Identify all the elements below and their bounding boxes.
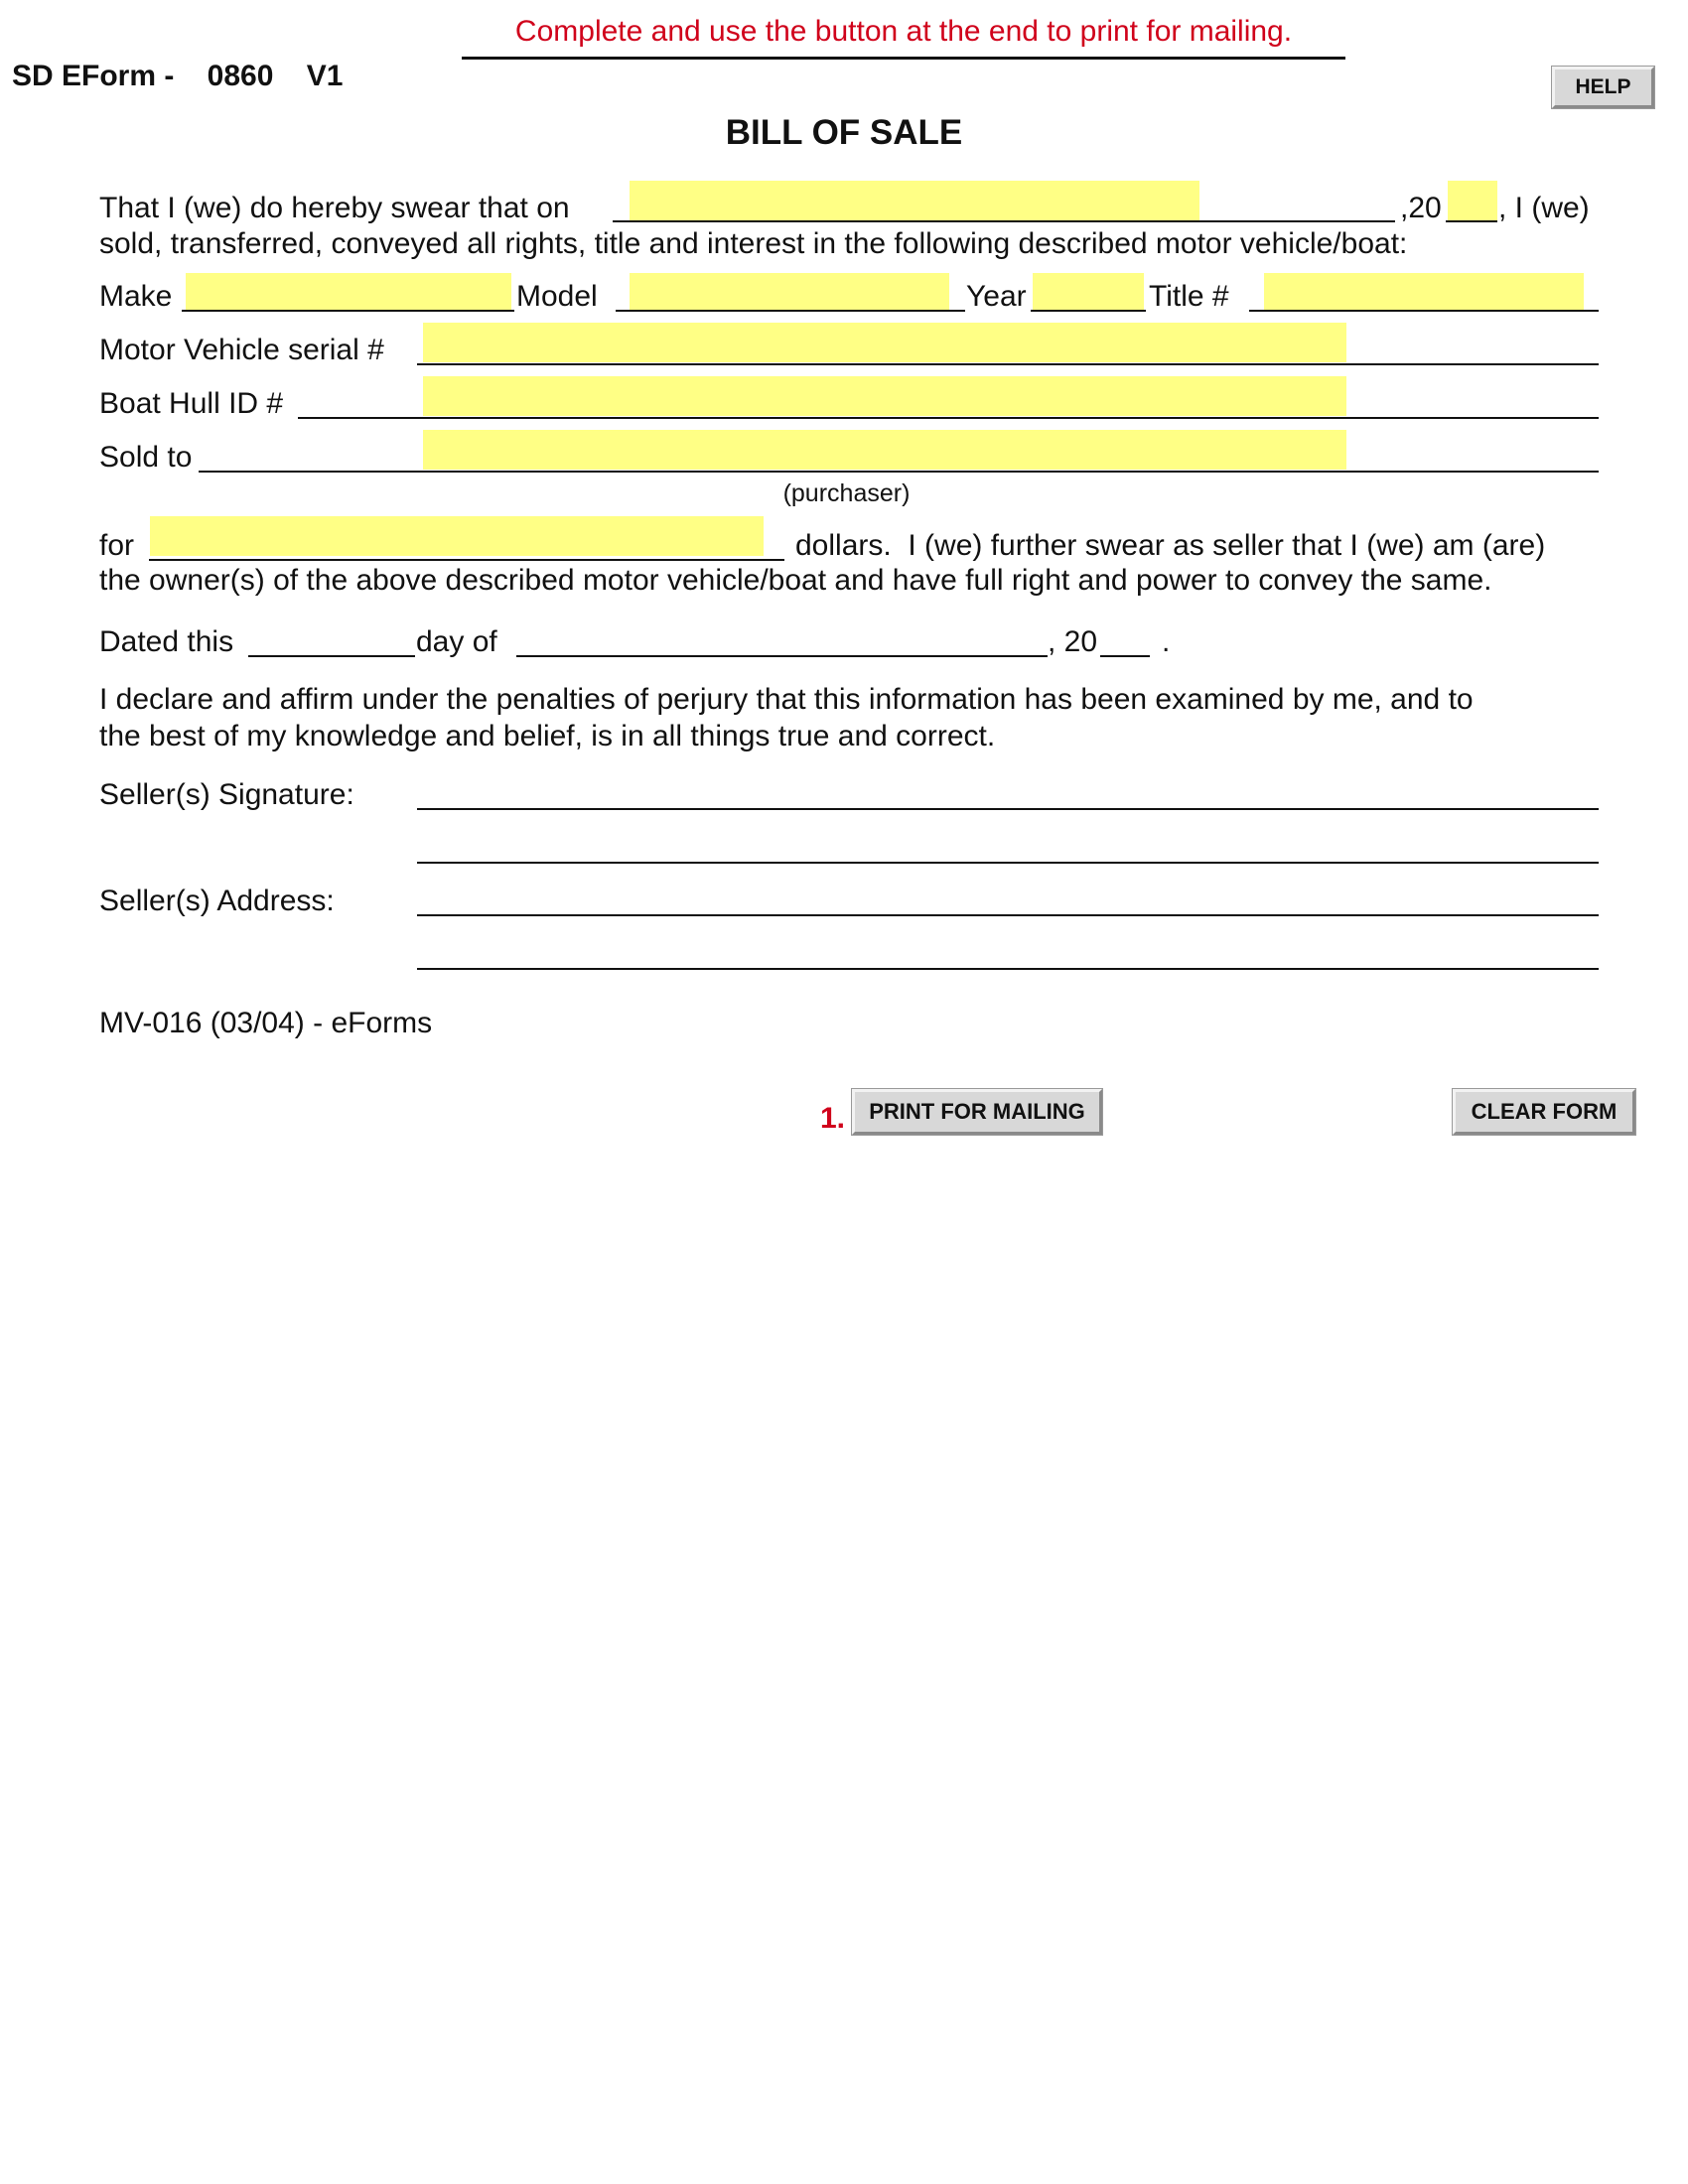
make-label: Make (99, 280, 173, 313)
year-field[interactable] (1033, 273, 1144, 310)
dated-this-label: Dated this (99, 625, 234, 658)
dated-day-line (248, 655, 415, 657)
instruction-text: Complete and use the button at the end to print for mailing. (514, 15, 1293, 48)
serial-label: Motor Vehicle serial # (99, 334, 384, 366)
purchaser-caption: (purchaser) (782, 479, 911, 507)
day-of-label: day of (416, 625, 497, 658)
dated-month-line (516, 655, 1048, 657)
year-line (1031, 310, 1146, 312)
title-number-label: Title # (1149, 280, 1229, 313)
declaration-line-1: I declare and affirm under the penalties of perjury that this information has been examined by me, and to (99, 683, 1474, 716)
amount-field[interactable] (150, 516, 764, 556)
dated-year-prefix: , 20 (1048, 625, 1098, 658)
seller-address-label: Seller(s) Address: (99, 885, 335, 917)
dated-year-line (1100, 655, 1150, 657)
dollars-text: dollars. I (we) further swear as seller that I (we) am (are) (795, 529, 1546, 562)
owner-text: the owner(s) of the above described motor vehicle/boat and have full right and power to convey the same. (99, 564, 1492, 597)
year-label: Year (966, 280, 1027, 313)
sale-date-field[interactable] (630, 181, 1199, 220)
page-title: BILL OF SALE (725, 113, 963, 152)
seller-signature-line-2[interactable] (417, 862, 1599, 864)
sale-year-field[interactable] (1448, 181, 1497, 220)
serial-field[interactable] (423, 323, 1346, 362)
serial-line (417, 363, 1599, 365)
make-field[interactable] (186, 273, 511, 310)
hull-id-line (298, 417, 1599, 419)
instruction-underline (462, 57, 1345, 60)
seller-signature-line-1[interactable] (417, 808, 1599, 810)
form-id: SD EForm - 0860 V1 (12, 60, 344, 92)
purchaser-field[interactable] (423, 430, 1346, 470)
print-for-mailing-button[interactable]: PRINT FOR MAILING (852, 1089, 1102, 1135)
form-code: MV-016 (03/04) - eForms (99, 1007, 433, 1039)
for-label: for (99, 529, 135, 562)
sale-year-line (1446, 220, 1497, 222)
seller-address-line-1[interactable] (417, 914, 1599, 916)
model-line (616, 310, 965, 312)
seller-signature-label: Seller(s) Signature: (99, 778, 354, 811)
sold-transferred-text: sold, transferred, conveyed all rights, title and interest in the following described motor vehicle/boat: (99, 227, 1408, 260)
amount-line (149, 559, 784, 561)
seller-address-line-2[interactable] (417, 968, 1599, 970)
help-button[interactable]: HELP (1552, 67, 1654, 108)
hull-id-label: Boat Hull ID # (99, 387, 284, 420)
declaration-line-2: the best of my knowledge and belief, is in all things true and correct. (99, 720, 996, 752)
i-we-text: , I (we) (1498, 192, 1590, 224)
sale-date-line (613, 220, 1395, 222)
swear-text: That I (we) do hereby swear that on (99, 192, 570, 224)
make-line (182, 310, 514, 312)
clear-form-button[interactable]: CLEAR FORM (1453, 1089, 1635, 1135)
step-number: 1. (820, 1102, 846, 1135)
dated-period: . (1162, 625, 1171, 658)
title-number-line (1249, 310, 1599, 312)
model-field[interactable] (630, 273, 949, 310)
year-prefix-text: ,20 (1400, 192, 1442, 224)
sold-to-line (199, 471, 1599, 473)
sold-to-label: Sold to (99, 441, 193, 474)
title-number-field[interactable] (1264, 273, 1584, 310)
model-label: Model (516, 280, 598, 313)
hull-id-field[interactable] (423, 376, 1346, 416)
